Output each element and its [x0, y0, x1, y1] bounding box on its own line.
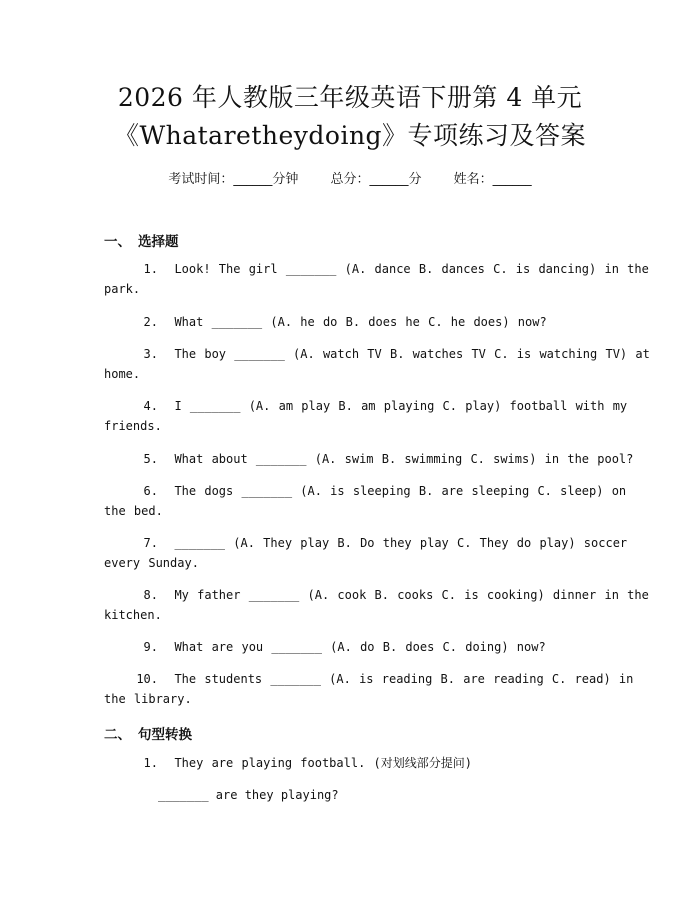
question-5: [104, 449, 634, 469]
section-number: 二、: [104, 727, 131, 743]
question-number: 7.: [143, 536, 158, 550]
question-text-continued: friends.: [104, 419, 162, 433]
question-number: 6.: [143, 484, 158, 498]
question-text: My father _______ (A. cook B. cooks C. is cooking) dinner in the: [174, 588, 649, 602]
question-text-continued: park.: [104, 282, 141, 296]
question-number: 9.: [143, 640, 158, 654]
question-1: [104, 259, 649, 299]
question-text-continued: every Sunday.: [104, 556, 199, 570]
question-7: [104, 533, 628, 573]
exam-info: [0, 168, 700, 187]
question-4: [104, 396, 628, 436]
question-text: What are you _______ (A. do B. does C. doing) now?: [174, 640, 546, 654]
question-text-continued: home.: [104, 367, 141, 381]
question-text: I _______ (A. am play B. am playing C. play) football with my: [174, 399, 628, 413]
question-text: What about _______ (A. swim B. swimming C. swims) in the pool?: [174, 452, 634, 466]
question-number: 3.: [143, 347, 158, 361]
transform-question-1: [104, 753, 600, 773]
question-text-continued: kitchen.: [104, 608, 162, 622]
question-text-continued: the bed.: [104, 504, 163, 518]
section-title: 选择题: [138, 234, 179, 250]
question-number: 2.: [143, 315, 158, 329]
question-number: 1.: [143, 262, 158, 276]
question-9: [104, 637, 600, 657]
student-name: 姓名：______: [453, 172, 532, 187]
answer-line: _______ are they playing?: [158, 788, 339, 802]
question-text: They are playing football. (对划线部分提问): [174, 756, 472, 770]
exam-total-score: 总分：______分: [330, 172, 422, 187]
question-text: The boy _______ (A. watch TV B. watches TV C. is watching TV) at: [174, 347, 650, 361]
section-number: 一、: [104, 234, 131, 250]
question-number: 10.: [136, 672, 158, 686]
question-6: [104, 481, 627, 521]
question-text: What _______ (A. he do B. does he C. he does) now?: [174, 315, 547, 329]
question-10: [104, 669, 634, 709]
question-number: 5.: [143, 452, 158, 466]
document-title-line-1: 2026 年人教版三年级英语下册第 4 单元: [117, 83, 583, 112]
question-number: 1.: [143, 756, 158, 770]
question-text-continued: the library.: [104, 692, 192, 706]
section-heading-transform: [104, 723, 192, 743]
exam-time: 考试时间：______分钟: [168, 172, 299, 187]
question-number: 4.: [143, 399, 158, 413]
question-text: The students _______ (A. is reading B. are reading C. read) in: [174, 672, 634, 686]
document-title-line-2: 《Whataretheydoing》专项练习及答案: [113, 121, 587, 150]
question-number: 8.: [143, 588, 158, 602]
section-heading-choice: [104, 230, 179, 250]
section-title: 句型转换: [138, 727, 192, 743]
question-text: The dogs _______ (A. is sleeping B. are sleeping C. sleep) on: [174, 484, 627, 498]
question-text: _______ (A. They play B. Do they play C. They do play) soccer: [174, 536, 628, 550]
question-8: [104, 585, 649, 625]
question-2: [104, 312, 600, 332]
question-3: [104, 344, 650, 384]
question-text: Look! The girl _______ (A. dance B. dances C. is dancing) in the: [174, 262, 649, 276]
